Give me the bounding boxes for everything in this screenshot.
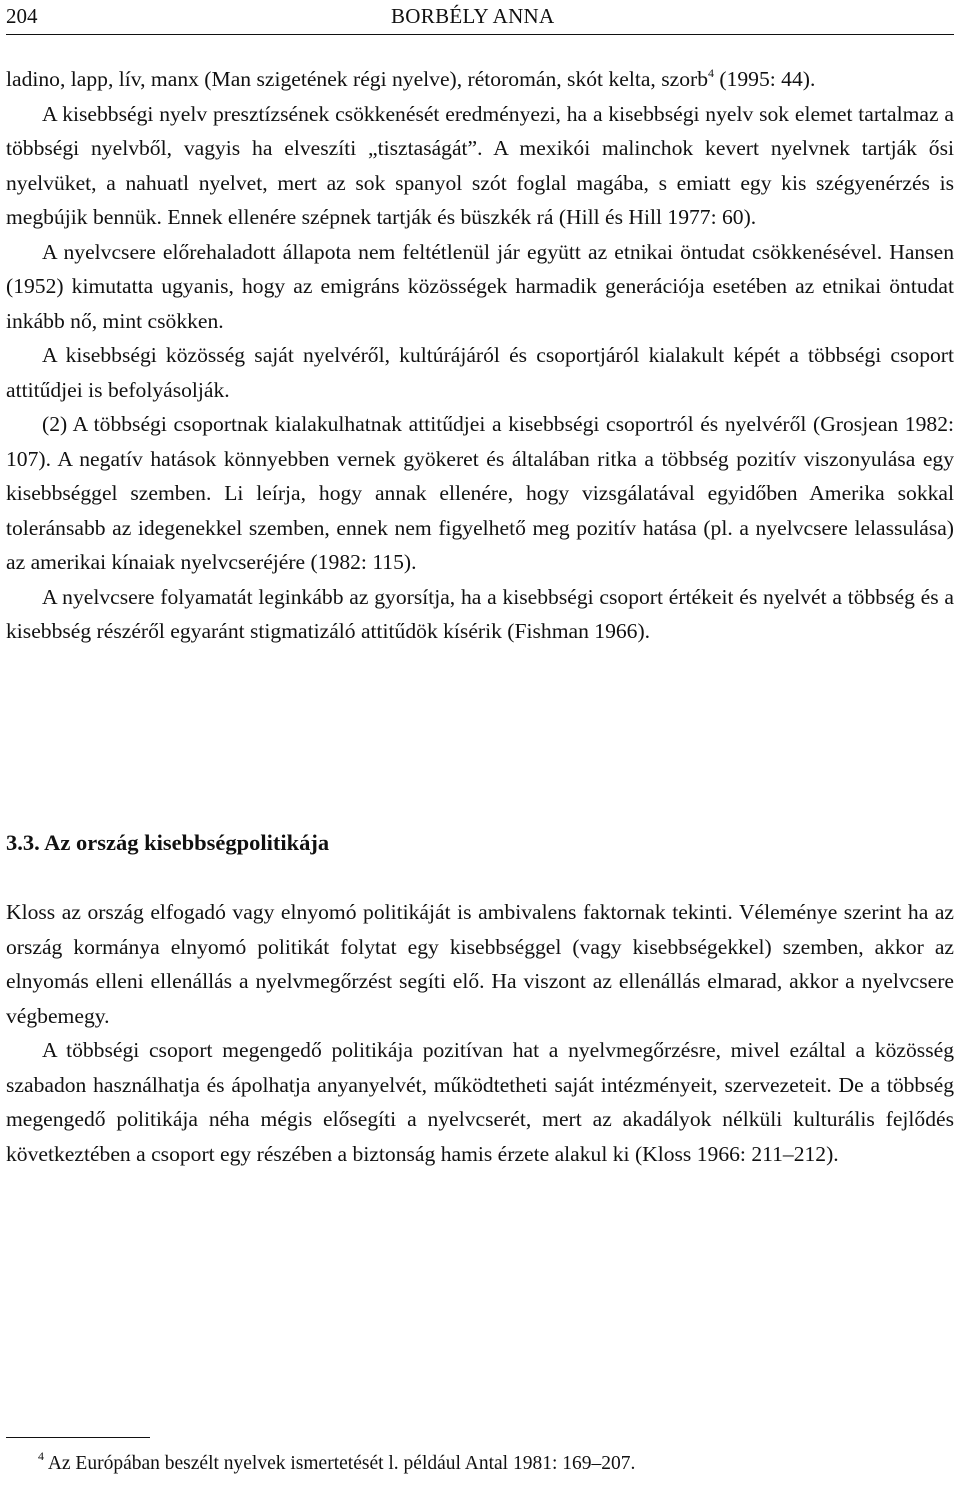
paragraph: (2) A többségi csoportnak kialakulhatnak attitűdjei a kisebbségi csoportról és nyelvéről (Grosjean 1982: 107). A negatív hatások könnyebben vernek gyökeret és általában ritka a többség pozitív viszonyulása egy kisebbséggel szemben. Li leírja, hogy annak ellenére, hogy vizsgálatával egyidőben Amerika sokkal toleránsabb az idegenekkel szemben, ennek nem figyelhető meg pozitív hatása (pl. a nyelvcsere lelassulása) az amerikai kínaiak nyelvcseréjére (1982: 115).	[6, 412, 954, 574]
body-text-bottom	[6, 895, 954, 1171]
paragraph: A kisebbségi közösség saját nyelvéről, kultúrájáról és csoportjáról kialakult képét a többségi csoport attitűdjei is befolyásolják.	[6, 343, 954, 402]
footnote-marker: 4	[38, 1449, 44, 1463]
paragraph: A nyelvcsere előrehaladott állapota nem feltétlenül jár együtt az etnikai öntudat csökkenésével. Hansen (1952) kimutatta ugyanis, hogy az emigráns közösségek harmadik generációja esetében az etnikai öntudat inkább nő, mint csökken.	[6, 239, 954, 333]
paragraph: A nyelvcsere folyamatát leginkább az gyorsítja, ha a kisebbségi csoport értékeit és nyelvét a többség és a kisebbség részéről egyaránt stigmatizáló attitűdök kísérik (Fishman 1966).	[6, 584, 954, 643]
running-head	[6, 0, 954, 35]
page-number: 204	[6, 4, 38, 28]
running-title: BORBÉLY ANNA	[391, 4, 555, 28]
footnote-divider	[6, 1437, 150, 1438]
paragraph-text: ladino, lapp, lív, manx (Man szigetének régi nyelve), rétoromán, skót kelta, szorb	[6, 67, 708, 91]
paragraph: Kloss az ország elfogadó vagy elnyomó politikáját is ambivalens faktornak tekinti. Véleménye szerint ha az ország kormánya elnyomó politikát folytat egy kisebbséggel (vagy kisebbségekkel) szemben, akkor az elnyomás elleni ellenállás a nyelvmegőrzést segíti elő. Ha viszont az ellenállás elmarad, akkor a nyelvcsere végbemegy.	[6, 900, 954, 1028]
footnote	[38, 1450, 635, 1478]
paragraph-continuation	[6, 62, 954, 97]
paragraph-text: (1995: 44).	[714, 67, 816, 91]
section-heading: 3.3. Az ország kisebbségpolitikája	[6, 830, 330, 855]
footnote-text: Az Európában beszélt nyelvek ismertetését l. például Antal 1981: 169–207.	[47, 1453, 636, 1474]
paragraph: A többségi csoport megengedő politikája pozitívan hat a nyelvmegőrzésre, mivel ezáltal a közösség szabadon használhatja és ápolhatja anyanyelvét, működtetheti saját intézményeit, szervezeteit. De a többség megengedő politikája néha mégis elősegíti a nyelvcserét, mert az akadályok nélküli kulturális fejlődés következtében a csoport egy részében a biztonság hamis érzete alakul ki (Kloss 1966: 211–212).	[6, 1038, 954, 1166]
body-text-top	[6, 62, 954, 649]
footnote-reference: 4	[708, 66, 714, 80]
paragraph: A kisebbségi nyelv presztízsének csökkenését eredményezi, ha a kisebbségi nyelv sok elemet tartalmaz a többségi nyelvből, vagyis ha elveszíti „tisztaságát”. A mexikói malinchok kevert nyelvnek tartják ősi nyelvüket, a nahuatl nyelvet, mert az sok spanyol szót foglal magába, s emiatt egy kis szégyenérzés is megbújik bennük. Ennek ellenére szépnek tartják és büszkék rá (Hill és Hill 1977: 60).	[6, 101, 954, 229]
